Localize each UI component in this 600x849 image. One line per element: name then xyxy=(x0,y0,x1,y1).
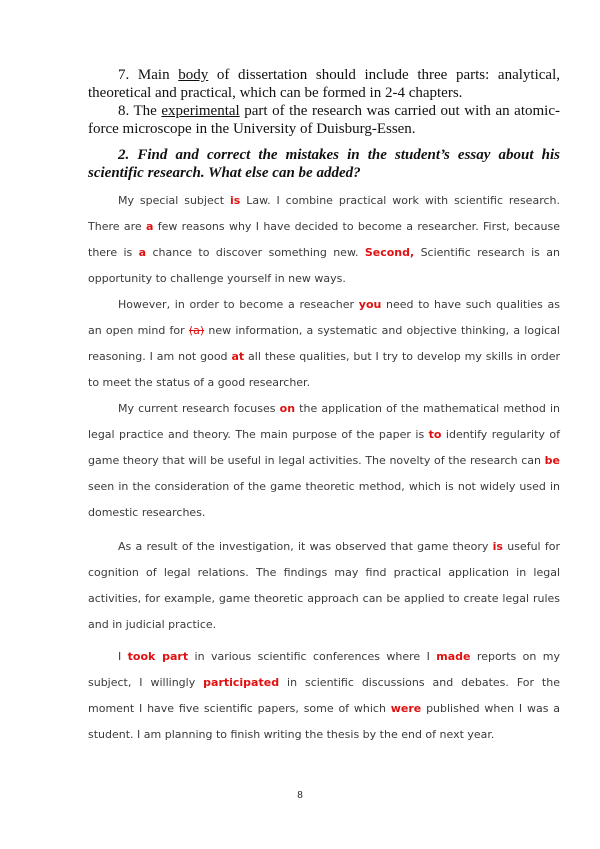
essay-paragraph-5: I took part in various scientific conferences where I made reports on my subject, I willingly participated in scientific discussions and debates. For the moment I have five scientific papers, some of which were published when I was a student. I am planning to finish writing the thesis by the end of next year. xyxy=(88,650,561,741)
item-8-text-start: 8. The xyxy=(118,103,162,119)
correction: you xyxy=(358,298,382,311)
correction: Second, xyxy=(364,246,415,259)
correction: made xyxy=(436,650,471,663)
correction: took part xyxy=(127,650,189,663)
item-7-text-start: 7. Main xyxy=(118,67,179,83)
item-8 xyxy=(88,102,560,138)
essay-paragraph-2: However, in order to become a reseacher you need to have such qualities as an open mind for (a) new information, a systematic and objective thinking, a logical reasoning. I am not good at all these qualities, but I try to develop my skills in order to meet the status of a good researcher. xyxy=(88,298,560,389)
correction: were xyxy=(390,702,422,715)
item-7 xyxy=(88,66,560,102)
essay-paragraph-3: My current research focuses on the application of the mathematical method in legal practice and theory. The main purpose of the paper is to identify regularity of game theory that will be useful in legal activities. The novelty of the research can be seen in the consideration of the game theoretic method, which is not widely used in domestic researches. xyxy=(88,402,561,519)
item-8-text-end: part of the research was carried out with an atomic-force microscope in the University of Duisburg-Essen. xyxy=(88,103,560,137)
essay-paragraph-1: My special subject is Law. I combine practical work with scientific research. There are a few reasons why I have decided to become a researcher. First, because there is a chance to discover something new. Second, Scientific research is an opportunity to challenge yourself in new ways. xyxy=(88,194,560,285)
correction: a xyxy=(145,220,154,233)
correction: on xyxy=(279,402,296,415)
correction: be xyxy=(544,454,560,467)
item-8-underlined-word: experimental xyxy=(161,103,240,119)
correction: at xyxy=(231,350,245,363)
correction: is xyxy=(492,540,503,553)
essay-paragraph-4: As a result of the investigation, it was observed that game theory is useful for cognition of legal relations. The findings may find practical application in legal activities, for example, game theoretic approach can be applied to create legal rules and in judicial practice. xyxy=(88,540,560,631)
correction: a xyxy=(138,246,147,259)
correction: is xyxy=(230,194,241,207)
struck-out-word: (a) xyxy=(188,324,205,337)
task-heading: 2. Find and correct the mistakes in the student’s essay about his scientific research. What else can be added? xyxy=(88,147,560,181)
correction: to xyxy=(428,428,442,441)
page-number: 8 xyxy=(297,790,303,801)
item-7-underlined-word: body xyxy=(178,67,209,83)
correction: participated xyxy=(203,676,280,689)
item-7-text-end: of dissertation should include three parts: analytical, theoretical and practical, which can be formed in 2-4 chapters. xyxy=(88,67,560,101)
